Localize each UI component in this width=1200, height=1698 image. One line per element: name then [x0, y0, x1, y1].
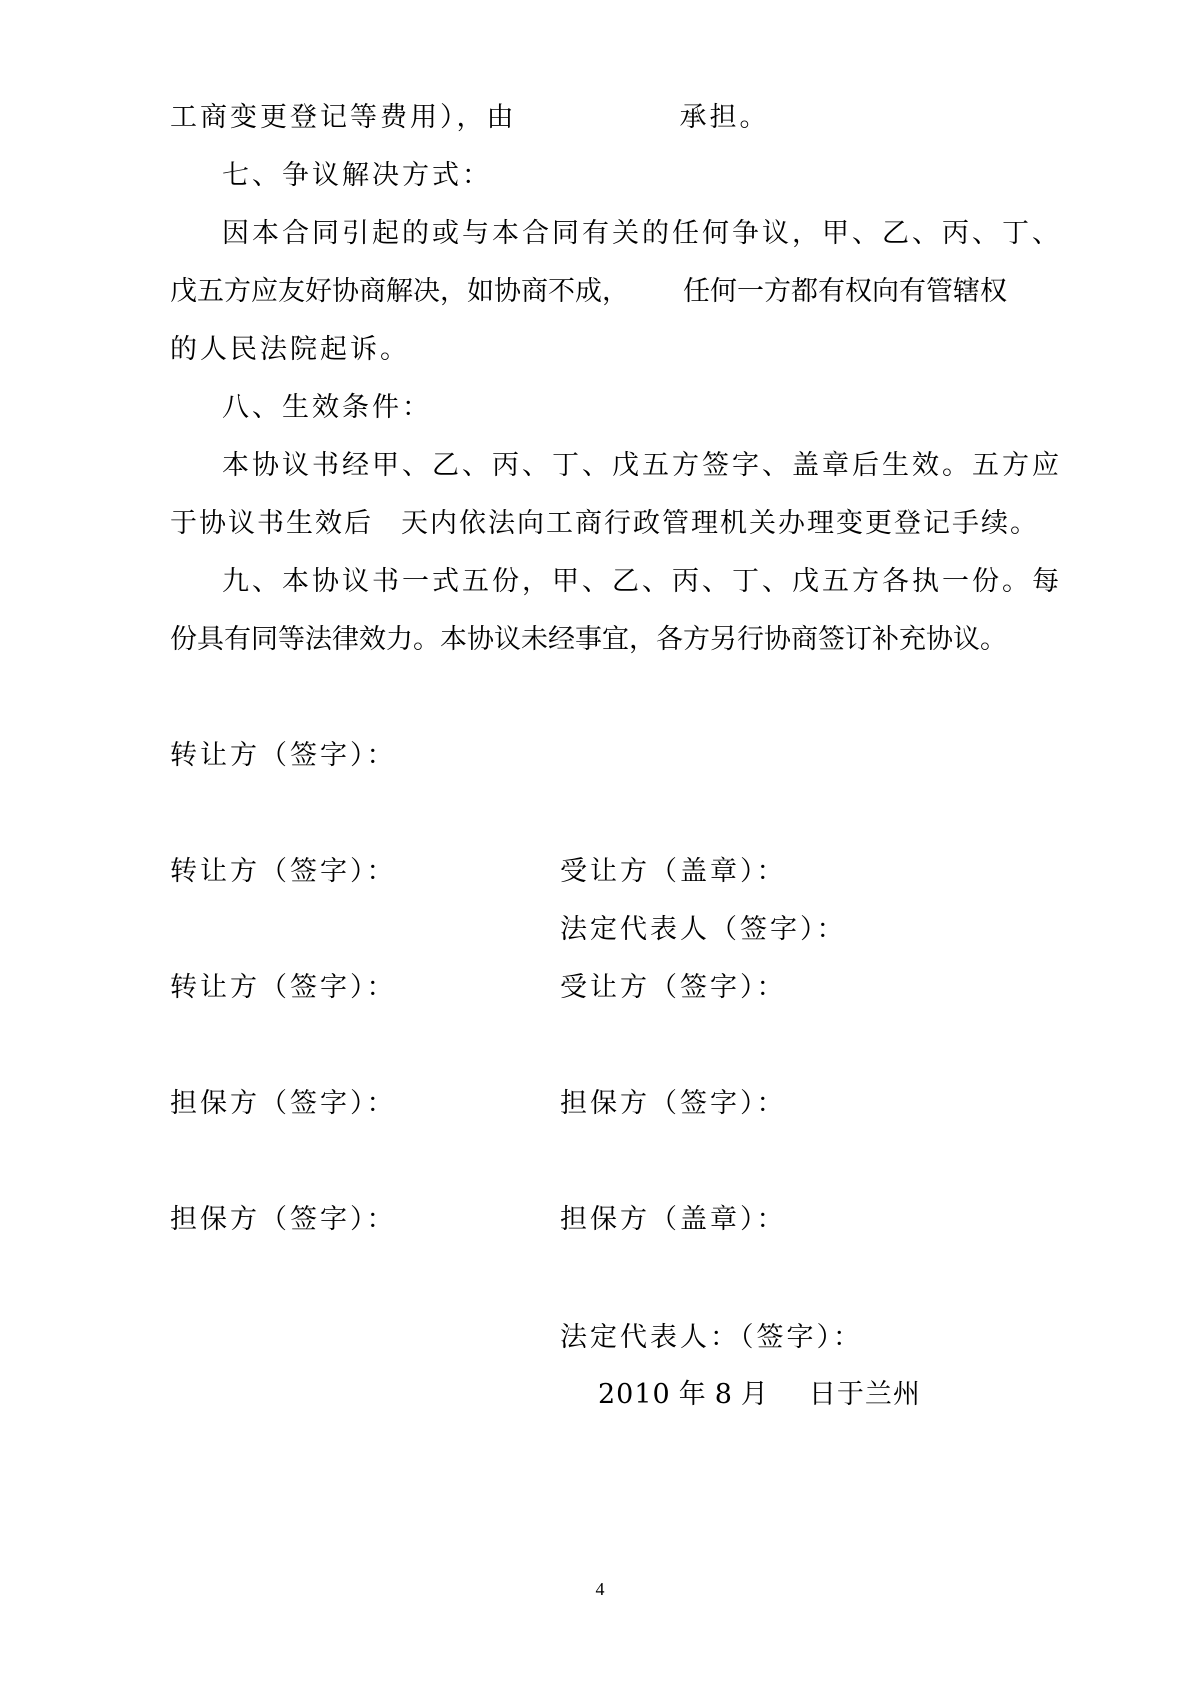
text-line-effective-1: 本协议书经甲、乙、丙、丁、戊五方签字、盖章后生效。五方应: [222, 450, 1062, 481]
section-heading-dispute: 七、争议解决方式：: [222, 160, 492, 191]
signature-legal-rep-2: 法定代表人：（签字）：: [560, 1322, 863, 1353]
text-line-fees: [170, 100, 770, 136]
date-day-place: 日于兰州: [808, 1379, 921, 1410]
signature-transferor-2: 转让方（签字）：: [170, 856, 397, 887]
effective-after-text: 于协议书生效后: [170, 508, 373, 539]
text-line-copies-1: 九、本协议书一式五份，甲、乙、丙、丁、戊五方各执一份。每: [222, 566, 1062, 597]
signature-guarantor-2: 担保方（签字）：: [560, 1088, 787, 1119]
date-year: 2010: [598, 1379, 671, 1410]
text-line-copies-2: 份具有同等法律效力。本协议未经事宜，各方另行协商签订补充协议。: [170, 624, 1007, 655]
bear-text: 承担。: [679, 102, 770, 133]
date-year-unit: 年: [678, 1379, 707, 1410]
registration-text: 天内依法向工商行政管理机关办理变更登记手续。: [401, 508, 1039, 539]
text-line-dispute-1: 因本合同引起的或与本合同有关的任何争议，甲、乙、丙、丁、: [222, 218, 1062, 249]
dispute-negotiation-text: 戊五方应友好协商解决，如协商不成，: [170, 276, 629, 307]
date-month: 8: [714, 1379, 733, 1410]
fees-text: 工商变更登记等费用），由: [170, 102, 517, 133]
signature-guarantor-3: 担保方（签字）：: [170, 1204, 397, 1235]
text-line-dispute-3: 的人民法院起诉。: [170, 334, 410, 365]
signature-guarantor-seal: 担保方（盖章）：: [560, 1204, 787, 1235]
date-line: [598, 1377, 921, 1413]
signature-transferor-1: 转让方（签字）：: [170, 740, 397, 771]
text-line-effective-2: [170, 506, 1039, 542]
signature-legal-rep-1: 法定代表人（签字）：: [560, 914, 847, 945]
dispute-jurisdiction-text: 任何一方都有权向有管辖权: [683, 276, 1007, 307]
signature-transferee-sign: 受让方（签字）：: [560, 972, 787, 1003]
signature-transferor-3: 转让方（签字）：: [170, 972, 397, 1003]
signature-transferee-seal: 受让方（盖章）：: [560, 856, 787, 887]
text-line-dispute-2: [170, 274, 1007, 310]
date-month-unit: 月: [740, 1379, 769, 1410]
page-number: 4: [595, 1579, 605, 1599]
section-heading-effective: 八、生效条件：: [222, 392, 432, 423]
signature-guarantor-1: 担保方（签字）：: [170, 1088, 397, 1119]
